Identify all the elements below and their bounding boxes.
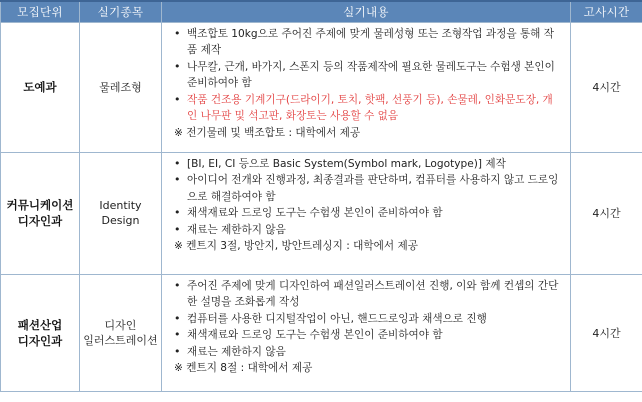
list-item: • 재료는 제한하지 않음: [174, 344, 562, 361]
list-note: ※ 전기물레 및 백조합토 : 대학에서 제공: [174, 126, 361, 139]
time-text: 4시간: [592, 207, 621, 220]
time-cell: [571, 22, 642, 152]
unit-text: 커뮤니케이션 디자인과: [6, 198, 74, 228]
list-item: • 아이디어 전개와 진행과정, 최종결과를 판단하며, 컴퓨터를 사용하지 않고 드로잉으로 해결하여야 함: [174, 172, 562, 205]
content-list: [174, 26, 562, 142]
table-row: [1, 22, 642, 152]
header-unit: 모집단위: [1, 1, 80, 22]
list-note: ※ 켄트지 8절 : 대학에서 제공: [174, 362, 313, 374]
subject-text: 물레조형: [99, 80, 142, 94]
header-time: 고사시간: [571, 1, 642, 22]
unit-text: 도예과: [23, 80, 57, 94]
subject-text: 디자인 일러스트레이션: [83, 318, 158, 347]
header-content: 실기내용: [162, 1, 571, 22]
list-item: • 채색재료와 드로잉 도구는 수험생 본인이 준비하여야 함: [174, 205, 562, 222]
unit-cell: [1, 152, 80, 274]
content-list: [174, 156, 562, 255]
content-cell: [162, 152, 571, 274]
unit-text: 패션산업 디자인과: [17, 317, 63, 348]
subject-cell: [80, 22, 162, 152]
subject-cell: [80, 152, 162, 274]
list-note: ※ 켄트지 3절, 방안지, 방안트레싱지 : 대학에서 제공: [174, 240, 418, 252]
list-item: • 컴퓨터를 사용한 디지털작업이 아닌, 핸드드로잉과 채색으로 진행: [174, 311, 562, 328]
unit-cell: [1, 274, 80, 391]
time-cell: [571, 274, 642, 391]
table-row: [1, 274, 642, 391]
content-cell: [162, 274, 571, 391]
content-list: [174, 278, 562, 377]
subject-cell: [80, 274, 162, 391]
list-item: • [BI, EI, CI 등으로 Basic System(Symbol mark, Logotype)] 제작: [174, 156, 562, 173]
list-item-warning: • 작품 건조용 기계기구(드라이기, 토치, 핫팩, 선풍기 등), 손물레, 인화문도장, 개인 나무판 및 석고판, 화장토는 사용할 수 없음: [174, 92, 562, 125]
content-cell: [162, 22, 571, 152]
time-text: 4시간: [592, 81, 621, 94]
list-item: • 주어진 주제에 맞게 디자인하여 패션일러스트레이션 진행, 이와 함께 컨셉의 간단한 설명을 조화롭게 작성: [174, 278, 562, 311]
time-cell: [571, 152, 642, 274]
subject-text: Identity Design: [99, 199, 142, 227]
list-item: • 채색재료와 드로잉 도구는 수험생 본인이 준비하여야 함: [174, 327, 562, 344]
time-text: 4시간: [592, 326, 621, 340]
header-subject: 실기종목: [80, 1, 162, 22]
table-row: [1, 152, 642, 274]
list-item: • 나무칼, 근개, 바가지, 스폰지 등의 작품제작에 필요한 물레도구는 수험생 본인이 준비하여야 함: [174, 59, 562, 92]
list-item: • 백조합토 10kg으로 주어진 주제에 맞게 물레성형 또는 조형작업 과정을 통해 작품 제작: [174, 26, 562, 59]
header-row: [1, 1, 642, 22]
list-item: • 재료는 제한하지 않음: [174, 222, 562, 239]
unit-cell: [1, 22, 80, 152]
